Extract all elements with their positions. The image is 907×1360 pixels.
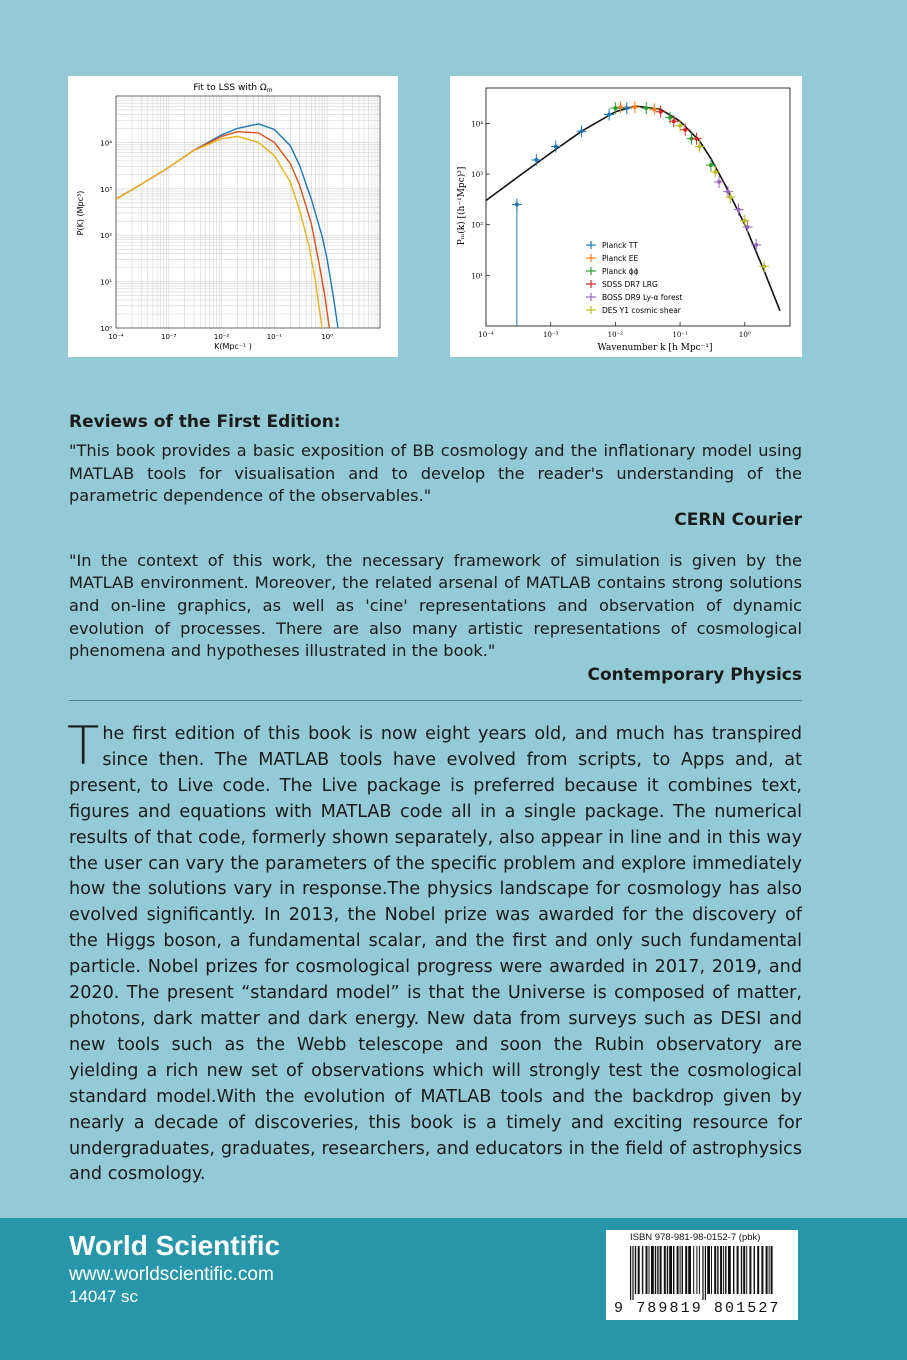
barcode-bar bbox=[711, 1246, 712, 1294]
point-marker bbox=[678, 124, 682, 128]
point-marker bbox=[713, 170, 717, 174]
review-quote: "This book provides a basic exposition of BB cosmology and the inflationary model using MATLAB tools for visualisation and to develop the reader's understanding of the parametric dependence of the observables." bbox=[69, 441, 802, 506]
barcode-bar bbox=[761, 1246, 763, 1294]
legend-label: BOSS DR9 Ly-α forest bbox=[602, 293, 683, 302]
barcode-bar bbox=[635, 1246, 636, 1294]
barcode-bar bbox=[682, 1246, 683, 1294]
barcode-bar bbox=[720, 1246, 722, 1294]
point-marker bbox=[668, 116, 672, 120]
plot-frame bbox=[116, 96, 380, 328]
legend-entry bbox=[586, 280, 658, 289]
barcode-bar bbox=[766, 1246, 768, 1294]
drop-cap: T bbox=[67, 716, 100, 777]
point-marker bbox=[672, 119, 676, 123]
x-tick-label: 10⁻² bbox=[607, 331, 624, 339]
lss-fit-chart bbox=[68, 76, 398, 357]
barcode-bar bbox=[749, 1246, 751, 1294]
point-marker bbox=[726, 190, 730, 194]
barcode-digits: 9 789819 801527 bbox=[614, 1300, 781, 1317]
point-marker bbox=[613, 106, 617, 110]
point-marker bbox=[633, 105, 637, 109]
point-marker bbox=[534, 158, 538, 162]
y-tick-label: 10² bbox=[471, 221, 483, 230]
y-tick-label: 10³ bbox=[471, 171, 483, 180]
book-description bbox=[67, 716, 802, 1188]
publisher-url: www.worldscientific.com bbox=[69, 1264, 274, 1285]
barcode-bar bbox=[705, 1246, 706, 1300]
point-marker bbox=[698, 144, 702, 148]
data-point bbox=[630, 101, 640, 113]
description-text: he first edition of this book is now eight years old, and much has transpired since then. The MATLAB tools have evolved from scripts, to Apps and, at present, to Live code. The Live package is preferred because it combines text, figures and equations with MATLAB code all in a single package. The numerical results of that code, formerly shown separately, also appear in line and in this way the user can vary the parameters of the specific problem and explore immediately how the solutions vary in response.The physics landscape for cosmology has also evolved significantly. In 2013, the Nobel prize was awarded for the discovery of the Higgs boson, a fundamental scalar, and the first and only such fundamental particle. Nobel prizes for cosmological progress were awarded in 2017, 2019, and 2020. The present “standard model” is that the Universe is composed of matter, photons, dark matter and dark energy. New data from surveys such as DESI and new tools such as the Webb telescope and soon the Rubin observatory are yielding a rich new set of observations which will strongly test the cosmological standard model.With the evolution of MATLAB tools and the backdrop given by nearly a decade of discoveries, this book is a timely and exciting resource for undergraduates, graduates, researchers, and educators in the field of astrophysics and cosmology. bbox=[69, 724, 802, 1185]
legend-entry bbox=[586, 254, 639, 263]
y-axis-label: P(K) (Mpc³) bbox=[76, 190, 85, 236]
x-tick-label: 10⁻² bbox=[213, 333, 230, 341]
point-marker bbox=[580, 129, 584, 133]
barcode-bar bbox=[638, 1246, 640, 1294]
y-tick-label: 10² bbox=[100, 232, 112, 241]
data-point bbox=[641, 102, 651, 114]
y-tick-label: 10⁴ bbox=[471, 120, 483, 129]
reviews-section bbox=[69, 412, 802, 685]
reviews-heading: Reviews of the First Edition: bbox=[69, 412, 341, 432]
barcode-bar bbox=[673, 1246, 674, 1294]
barcode-bar bbox=[632, 1246, 633, 1300]
review-source: Contemporary Physics bbox=[587, 664, 802, 685]
barcode-bar bbox=[733, 1246, 734, 1294]
data-point bbox=[656, 106, 666, 118]
barcode-bar bbox=[737, 1246, 739, 1294]
barcode-bar bbox=[630, 1246, 631, 1300]
point-marker bbox=[709, 163, 713, 167]
legend-label: Planck ϕϕ bbox=[602, 267, 639, 276]
data-point bbox=[706, 159, 716, 171]
point-marker bbox=[737, 207, 741, 211]
point-marker bbox=[745, 225, 749, 229]
data-point bbox=[531, 154, 541, 166]
barcode-bar bbox=[646, 1246, 648, 1294]
barcode-bar bbox=[667, 1246, 668, 1294]
point-marker bbox=[644, 106, 648, 110]
x-tick-label: 10⁰ bbox=[321, 333, 334, 341]
legend-entry bbox=[586, 267, 639, 276]
divider bbox=[69, 700, 802, 701]
x-axis-label: Wavenumber k [h Mpc⁻¹] bbox=[597, 343, 713, 353]
legend-label: DES Y1 cosmic shear bbox=[602, 306, 681, 315]
y-tick-label: 10¹ bbox=[100, 278, 112, 287]
barcode-bar bbox=[741, 1246, 742, 1294]
x-tick-label: 10⁻⁴ bbox=[108, 333, 124, 341]
barcode-bar bbox=[685, 1246, 687, 1294]
barcode-bar bbox=[657, 1246, 658, 1294]
power-spectrum-chart bbox=[450, 76, 802, 357]
barcode-bar bbox=[664, 1246, 666, 1294]
review-2 bbox=[69, 550, 802, 685]
x-tick-label: 10⁰ bbox=[738, 331, 751, 339]
review-source: CERN Courier bbox=[674, 509, 802, 530]
barcode-bar bbox=[746, 1246, 747, 1294]
barcode-bar bbox=[696, 1246, 697, 1294]
x-tick-label: 10⁻¹ bbox=[672, 331, 688, 339]
barcode-bar bbox=[743, 1246, 745, 1294]
data-point bbox=[577, 125, 587, 137]
legend-entry bbox=[586, 306, 682, 315]
barcode-bar bbox=[754, 1246, 755, 1294]
point-marker bbox=[554, 144, 558, 148]
y-axis-label: Pₘ(k) [(h⁻¹Mpc)³] bbox=[457, 166, 467, 246]
barcode-bar bbox=[707, 1246, 710, 1294]
barcode-bar bbox=[649, 1246, 650, 1294]
isbn-label: ISBN 978-981-98-0152-7 (pbk) bbox=[630, 1232, 761, 1243]
x-tick-label: 10⁻³ bbox=[542, 331, 559, 339]
barcode-bar bbox=[723, 1246, 724, 1294]
legend-label: Planck TT bbox=[602, 241, 638, 250]
barcode-bar bbox=[757, 1246, 759, 1294]
chart-title: Fit to LSS with $\Omega_m$ bbox=[193, 83, 273, 94]
figure-power-spectrum bbox=[450, 76, 802, 357]
data-point bbox=[604, 108, 614, 120]
x-tick-label: 10⁻³ bbox=[161, 333, 177, 341]
barcode-bar bbox=[702, 1246, 703, 1300]
barcode-bars bbox=[628, 1246, 780, 1300]
barcode-bar bbox=[655, 1246, 656, 1294]
y-tick-label: 10³ bbox=[100, 185, 112, 194]
point-marker bbox=[717, 180, 721, 184]
barcode-bar bbox=[693, 1246, 694, 1294]
barcode-bar bbox=[714, 1246, 716, 1294]
legend-entry bbox=[586, 293, 682, 302]
x-tick-label: 10⁻⁴ bbox=[478, 331, 494, 339]
point-marker bbox=[743, 219, 747, 223]
review-quote: "In the context of this work, the necessary framework of simulation is given by the MATLAB environment. Moreover, the related arsenal of MATLAB contains strong solutions and on-line graphics, as well as 'cine' representations and observation of dynamic evolution of processes. There are also many artistic representations of cosmological phenomena and hypotheses illustrated in the book." bbox=[69, 550, 802, 661]
point-marker bbox=[607, 112, 611, 116]
publisher-name: World Scientific bbox=[69, 1230, 281, 1261]
barcode-bar bbox=[725, 1246, 726, 1294]
barcode-bar bbox=[677, 1246, 679, 1294]
legend-label: Planck EE bbox=[602, 254, 639, 263]
figure-lss-fit bbox=[68, 76, 398, 357]
point-marker bbox=[762, 264, 766, 268]
point-marker bbox=[695, 137, 699, 141]
point-marker bbox=[659, 110, 663, 114]
point-marker bbox=[754, 243, 758, 247]
data-point bbox=[695, 140, 705, 152]
review-1 bbox=[69, 440, 802, 530]
data-point bbox=[751, 239, 761, 251]
barcode bbox=[606, 1230, 798, 1320]
barcode-bar bbox=[769, 1246, 770, 1294]
x-tick-label: 10⁻¹ bbox=[266, 333, 283, 341]
barcode-bar bbox=[717, 1246, 718, 1294]
barcode-bar bbox=[688, 1246, 691, 1294]
grid bbox=[116, 96, 380, 328]
point-marker bbox=[652, 107, 656, 111]
point-marker bbox=[728, 195, 732, 199]
legend-label: SDSS DR7 LRG bbox=[602, 280, 658, 289]
data-point bbox=[551, 140, 561, 152]
barcode-bar bbox=[680, 1246, 681, 1294]
plot-frame bbox=[486, 88, 790, 326]
data-point bbox=[610, 102, 620, 114]
legend-entry bbox=[586, 241, 638, 250]
data-point bbox=[622, 102, 632, 114]
data-point bbox=[649, 103, 659, 115]
barcode-bar bbox=[669, 1246, 672, 1294]
barcode-bar bbox=[651, 1246, 654, 1294]
barcode-bar bbox=[660, 1246, 662, 1294]
y-tick-label: 10⁰ bbox=[100, 325, 112, 333]
barcode-bar bbox=[771, 1246, 773, 1294]
barcode-bar bbox=[699, 1246, 700, 1294]
publisher-footer bbox=[0, 1218, 907, 1360]
series-line-blue bbox=[116, 124, 338, 328]
x-axis-label: K(Mpc⁻¹ ) bbox=[214, 342, 252, 351]
y-tick-label: 10⁴ bbox=[100, 139, 112, 148]
y-tick-label: 10¹ bbox=[471, 272, 483, 281]
barcode-bar bbox=[728, 1246, 731, 1294]
barcode-bar bbox=[642, 1246, 643, 1294]
point-marker bbox=[683, 128, 687, 132]
product-code: 14047 sc bbox=[69, 1287, 138, 1306]
